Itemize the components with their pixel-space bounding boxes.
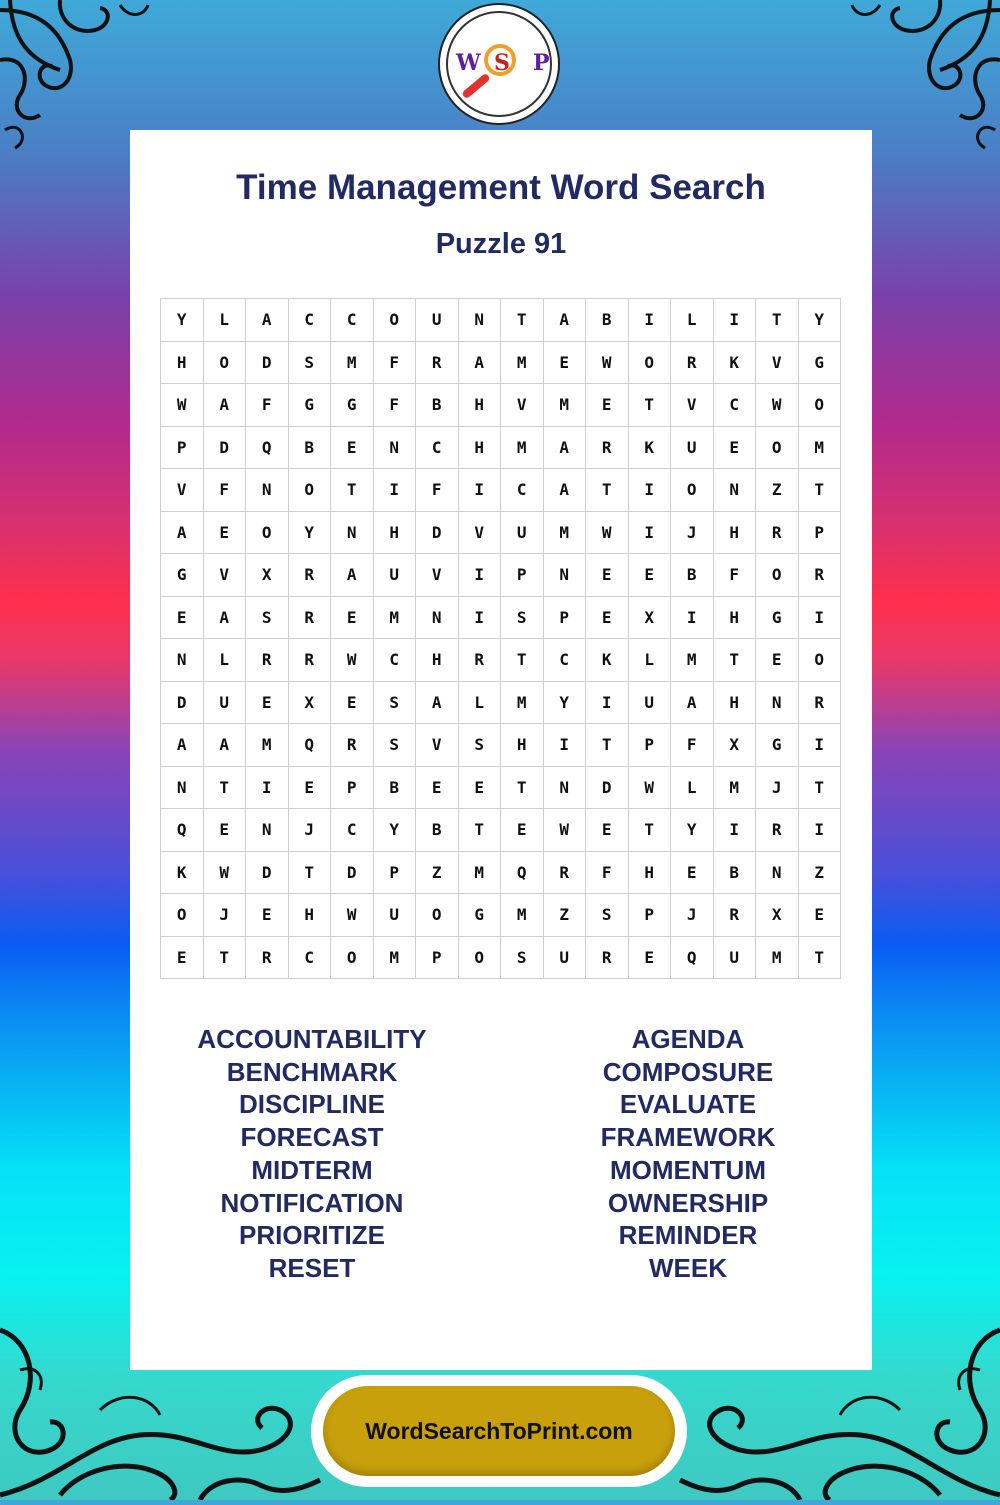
word-list-item: FORECAST <box>240 1122 384 1153</box>
grid-cell: W <box>331 894 374 937</box>
puzzle-number: Puzzle 91 <box>435 228 567 260</box>
grid-cell: R <box>289 554 332 597</box>
grid-cell: N <box>161 767 204 810</box>
grid-cell: I <box>714 299 757 342</box>
grid-cell: I <box>714 809 757 852</box>
grid-cell: Z <box>799 852 842 895</box>
grid-cell: F <box>586 852 629 895</box>
grid-cell: N <box>374 427 417 470</box>
grid-cell: P <box>629 724 672 767</box>
grid-cell: J <box>671 894 714 937</box>
word-list-right-column <box>523 1023 853 1285</box>
grid-cell: U <box>204 682 247 725</box>
grid-cell: F <box>246 384 289 427</box>
word-list-item: PRIORITIZE <box>239 1220 385 1251</box>
grid-cell: V <box>501 384 544 427</box>
grid-cell: R <box>246 639 289 682</box>
grid-cell: E <box>586 384 629 427</box>
grid-cell: E <box>204 512 247 555</box>
grid-cell: F <box>416 469 459 512</box>
grid-cell: O <box>161 894 204 937</box>
grid-cell: U <box>374 894 417 937</box>
grid-cell: A <box>459 342 502 385</box>
grid-cell: O <box>374 299 417 342</box>
grid-cell: A <box>544 299 587 342</box>
grid-cell: U <box>374 554 417 597</box>
grid-cell: T <box>204 937 247 980</box>
grid-cell: H <box>161 342 204 385</box>
grid-cell: F <box>204 469 247 512</box>
grid-cell: Q <box>501 852 544 895</box>
grid-cell: E <box>331 427 374 470</box>
grid-cell: M <box>501 682 544 725</box>
grid-cell: D <box>246 852 289 895</box>
grid-cell: A <box>416 682 459 725</box>
grid-cell: A <box>204 384 247 427</box>
grid-cell: C <box>289 299 332 342</box>
grid-cell: U <box>629 682 672 725</box>
grid-cell: H <box>629 852 672 895</box>
grid-cell: O <box>459 937 502 980</box>
grid-cell: R <box>544 852 587 895</box>
grid-cell: Z <box>756 469 799 512</box>
grid-cell: S <box>586 894 629 937</box>
word-list-item: ACCOUNTABILITY <box>197 1024 427 1054</box>
grid-cell: I <box>374 469 417 512</box>
grid-cell: E <box>331 597 374 640</box>
grid-cell: T <box>629 384 672 427</box>
grid-cell: T <box>331 469 374 512</box>
grid-cell: W <box>629 767 672 810</box>
word-list-item: NOTIFICATION <box>220 1187 404 1218</box>
grid-cell: C <box>544 639 587 682</box>
grid-cell: L <box>671 299 714 342</box>
grid-cell: N <box>246 809 289 852</box>
grid-cell: T <box>501 299 544 342</box>
grid-cell: D <box>246 342 289 385</box>
grid-cell: Y <box>544 682 587 725</box>
word-list-item: COMPOSURE <box>602 1056 774 1087</box>
grid-cell: T <box>714 639 757 682</box>
grid-cell: F <box>714 554 757 597</box>
grid-cell: A <box>671 682 714 725</box>
grid-cell: M <box>246 724 289 767</box>
grid-cell: M <box>501 342 544 385</box>
grid-cell: T <box>501 767 544 810</box>
grid-cell: T <box>799 469 842 512</box>
grid-cell: I <box>459 554 502 597</box>
grid-cell: L <box>459 682 502 725</box>
grid-cell: I <box>799 809 842 852</box>
grid-cell: A <box>161 512 204 555</box>
grid-cell: E <box>799 894 842 937</box>
word-list-item: MIDTERM <box>251 1154 373 1185</box>
grid-cell: L <box>671 767 714 810</box>
grid-cell: X <box>289 682 332 725</box>
grid-cell: I <box>629 512 672 555</box>
grid-cell: E <box>161 597 204 640</box>
grid-cell: S <box>501 597 544 640</box>
letter-grid <box>160 298 841 979</box>
grid-cell: G <box>289 384 332 427</box>
grid-cell: H <box>714 682 757 725</box>
grid-cell: G <box>331 384 374 427</box>
grid-cell: D <box>586 767 629 810</box>
site-logo[interactable] <box>438 3 560 125</box>
grid-cell: T <box>586 469 629 512</box>
word-list-item: AGENDA <box>631 1024 745 1054</box>
grid-cell: E <box>756 639 799 682</box>
grid-cell: M <box>544 512 587 555</box>
grid-cell: N <box>756 682 799 725</box>
grid-cell: Z <box>416 852 459 895</box>
grid-cell: D <box>416 512 459 555</box>
grid-cell: K <box>629 427 672 470</box>
grid-cell: S <box>459 724 502 767</box>
word-list-item: REMINDER <box>618 1220 758 1251</box>
grid-cell: T <box>586 724 629 767</box>
grid-cell: P <box>629 894 672 937</box>
grid-cell: L <box>204 299 247 342</box>
grid-cell: N <box>416 597 459 640</box>
grid-cell: U <box>714 937 757 980</box>
grid-cell: N <box>756 852 799 895</box>
grid-cell: F <box>671 724 714 767</box>
grid-cell: E <box>586 554 629 597</box>
grid-cell: P <box>161 427 204 470</box>
grid-cell: M <box>501 894 544 937</box>
word-list-item: FRAMEWORK <box>600 1122 776 1153</box>
grid-cell: W <box>586 342 629 385</box>
grid-cell: R <box>756 809 799 852</box>
grid-cell: D <box>204 427 247 470</box>
grid-cell: R <box>246 937 289 980</box>
grid-cell: L <box>629 639 672 682</box>
grid-cell: P <box>501 554 544 597</box>
grid-cell: I <box>586 682 629 725</box>
grid-cell: X <box>756 894 799 937</box>
grid-cell: G <box>756 724 799 767</box>
grid-cell: R <box>799 682 842 725</box>
grid-cell: T <box>204 767 247 810</box>
grid-cell: Y <box>799 299 842 342</box>
grid-cell: R <box>671 342 714 385</box>
grid-cell: B <box>416 809 459 852</box>
grid-cell: M <box>331 342 374 385</box>
grid-cell: T <box>799 767 842 810</box>
grid-cell: A <box>161 724 204 767</box>
grid-cell: W <box>331 639 374 682</box>
grid-cell: T <box>289 852 332 895</box>
grid-cell: O <box>756 554 799 597</box>
grid-cell: O <box>799 639 842 682</box>
grid-cell: O <box>629 342 672 385</box>
grid-cell: M <box>374 597 417 640</box>
grid-cell: N <box>331 512 374 555</box>
word-list-item: EVALUATE <box>619 1089 757 1120</box>
grid-cell: R <box>714 894 757 937</box>
grid-cell: G <box>756 597 799 640</box>
grid-cell: J <box>756 767 799 810</box>
grid-cell: N <box>544 767 587 810</box>
grid-cell: Y <box>374 809 417 852</box>
grid-cell: I <box>629 469 672 512</box>
grid-cell: X <box>629 597 672 640</box>
grid-cell: E <box>714 427 757 470</box>
grid-cell: O <box>204 342 247 385</box>
grid-cell: E <box>671 852 714 895</box>
grid-cell: U <box>544 937 587 980</box>
grid-cell: M <box>756 937 799 980</box>
grid-cell: Q <box>246 427 289 470</box>
grid-cell: E <box>629 937 672 980</box>
grid-cell: X <box>246 554 289 597</box>
grid-cell: H <box>714 512 757 555</box>
grid-cell: R <box>331 724 374 767</box>
grid-cell: S <box>501 937 544 980</box>
grid-cell: T <box>799 937 842 980</box>
grid-cell: R <box>756 512 799 555</box>
grid-cell: H <box>416 639 459 682</box>
grid-cell: S <box>374 724 417 767</box>
puzzle-sheet <box>130 130 872 1370</box>
grid-cell: C <box>331 299 374 342</box>
grid-cell: W <box>586 512 629 555</box>
grid-cell: R <box>289 597 332 640</box>
grid-cell: D <box>161 682 204 725</box>
grid-cell: O <box>331 937 374 980</box>
grid-cell: P <box>374 852 417 895</box>
ornament-corner-top-right-icon <box>850 0 1000 150</box>
grid-cell: S <box>289 342 332 385</box>
word-list-item: OWNERSHIP <box>607 1187 769 1218</box>
grid-cell: W <box>756 384 799 427</box>
grid-cell: C <box>416 427 459 470</box>
grid-cell: E <box>629 554 672 597</box>
grid-cell: M <box>459 852 502 895</box>
grid-cell: P <box>331 767 374 810</box>
grid-cell: I <box>671 597 714 640</box>
grid-cell: G <box>161 554 204 597</box>
grid-cell: H <box>459 384 502 427</box>
grid-cell: C <box>374 639 417 682</box>
grid-cell: C <box>289 937 332 980</box>
word-list-item: RESET <box>268 1252 356 1283</box>
grid-cell: E <box>289 767 332 810</box>
grid-cell: H <box>501 724 544 767</box>
grid-cell: G <box>799 342 842 385</box>
grid-cell: R <box>799 554 842 597</box>
grid-cell: V <box>161 469 204 512</box>
grid-cell: O <box>289 469 332 512</box>
grid-cell: J <box>289 809 332 852</box>
grid-cell: O <box>671 469 714 512</box>
grid-cell: W <box>544 809 587 852</box>
grid-cell: B <box>714 852 757 895</box>
grid-cell: B <box>671 554 714 597</box>
grid-cell: N <box>714 469 757 512</box>
grid-cell: K <box>714 342 757 385</box>
site-link[interactable]: WordSearchToPrint.com <box>323 1386 675 1476</box>
grid-cell: F <box>374 384 417 427</box>
grid-cell: M <box>374 937 417 980</box>
grid-cell: M <box>799 427 842 470</box>
grid-cell: A <box>246 299 289 342</box>
grid-cell: T <box>459 809 502 852</box>
grid-cell: Y <box>671 809 714 852</box>
grid-cell: O <box>756 427 799 470</box>
grid-cell: F <box>374 342 417 385</box>
grid-cell: S <box>374 682 417 725</box>
word-list-item: BENCHMARK <box>226 1056 398 1087</box>
grid-cell: V <box>756 342 799 385</box>
word-list-item: DISCIPLINE <box>239 1089 385 1120</box>
grid-cell: N <box>459 299 502 342</box>
grid-cell: H <box>714 597 757 640</box>
grid-cell: M <box>501 427 544 470</box>
grid-cell: I <box>246 767 289 810</box>
grid-cell: N <box>544 554 587 597</box>
grid-cell: L <box>204 639 247 682</box>
grid-cell: Q <box>671 937 714 980</box>
grid-cell: E <box>544 342 587 385</box>
logo-letter-p: P <box>533 50 550 76</box>
grid-cell: V <box>671 384 714 427</box>
grid-cell: I <box>459 469 502 512</box>
word-list <box>130 1023 872 1293</box>
grid-cell: H <box>459 427 502 470</box>
grid-cell: R <box>289 639 332 682</box>
grid-cell: Q <box>289 724 332 767</box>
grid-cell: C <box>331 809 374 852</box>
grid-cell: R <box>586 937 629 980</box>
grid-cell: B <box>416 384 459 427</box>
grid-cell: P <box>416 937 459 980</box>
grid-cell: B <box>374 767 417 810</box>
grid-cell: A <box>331 554 374 597</box>
grid-cell: A <box>544 469 587 512</box>
grid-cell: M <box>671 639 714 682</box>
grid-cell: J <box>671 512 714 555</box>
grid-cell: C <box>501 469 544 512</box>
word-list-item: MOMENTUM <box>610 1154 766 1185</box>
grid-cell: W <box>161 384 204 427</box>
grid-cell: Z <box>544 894 587 937</box>
grid-cell: D <box>331 852 374 895</box>
grid-cell: I <box>459 597 502 640</box>
grid-cell: E <box>586 809 629 852</box>
grid-cell: I <box>799 724 842 767</box>
grid-cell: G <box>459 894 502 937</box>
grid-cell: E <box>459 767 502 810</box>
grid-cell: V <box>416 724 459 767</box>
grid-cell: V <box>204 554 247 597</box>
grid-cell: R <box>416 342 459 385</box>
grid-cell: I <box>544 724 587 767</box>
grid-cell: K <box>161 852 204 895</box>
grid-cell: R <box>586 427 629 470</box>
grid-cell: H <box>374 512 417 555</box>
grid-cell: E <box>331 682 374 725</box>
grid-cell: A <box>204 597 247 640</box>
grid-cell: A <box>544 427 587 470</box>
grid-cell: E <box>204 809 247 852</box>
word-list-item: WEEK <box>649 1252 727 1283</box>
grid-cell: Q <box>161 809 204 852</box>
grid-cell: V <box>416 554 459 597</box>
page-title: Time Management Word Search <box>236 168 766 207</box>
grid-cell: S <box>246 597 289 640</box>
grid-cell: X <box>714 724 757 767</box>
grid-cell: E <box>416 767 459 810</box>
ornament-corner-top-left-icon <box>0 0 150 150</box>
site-link-pill[interactable] <box>311 1375 687 1487</box>
grid-cell: O <box>416 894 459 937</box>
grid-cell: T <box>501 639 544 682</box>
grid-cell: M <box>714 767 757 810</box>
grid-cell: E <box>246 682 289 725</box>
grid-cell: N <box>246 469 289 512</box>
grid-cell: B <box>586 299 629 342</box>
grid-cell: J <box>204 894 247 937</box>
grid-cell: Y <box>161 299 204 342</box>
grid-cell: E <box>246 894 289 937</box>
grid-cell: T <box>756 299 799 342</box>
grid-cell: M <box>544 384 587 427</box>
grid-cell: C <box>714 384 757 427</box>
grid-cell: I <box>799 597 842 640</box>
grid-cell: W <box>204 852 247 895</box>
grid-cell: Y <box>289 512 332 555</box>
grid-cell: A <box>204 724 247 767</box>
word-list-left-column <box>147 1023 477 1285</box>
grid-cell: V <box>459 512 502 555</box>
grid-cell: U <box>416 299 459 342</box>
grid-cell: O <box>799 384 842 427</box>
grid-cell: B <box>289 427 332 470</box>
grid-cell: I <box>629 299 672 342</box>
grid-cell: R <box>459 639 502 682</box>
grid-cell: P <box>799 512 842 555</box>
logo-letter-s: S <box>494 50 510 76</box>
grid-cell: N <box>161 639 204 682</box>
grid-cell: H <box>289 894 332 937</box>
grid-cell: O <box>246 512 289 555</box>
grid-cell: U <box>501 512 544 555</box>
grid-cell: K <box>586 639 629 682</box>
grid-cell: T <box>629 809 672 852</box>
grid-cell: E <box>161 937 204 980</box>
logo-letter-w: W <box>456 50 481 76</box>
grid-cell: E <box>501 809 544 852</box>
grid-cell: E <box>586 597 629 640</box>
grid-cell: U <box>671 427 714 470</box>
grid-cell: P <box>544 597 587 640</box>
